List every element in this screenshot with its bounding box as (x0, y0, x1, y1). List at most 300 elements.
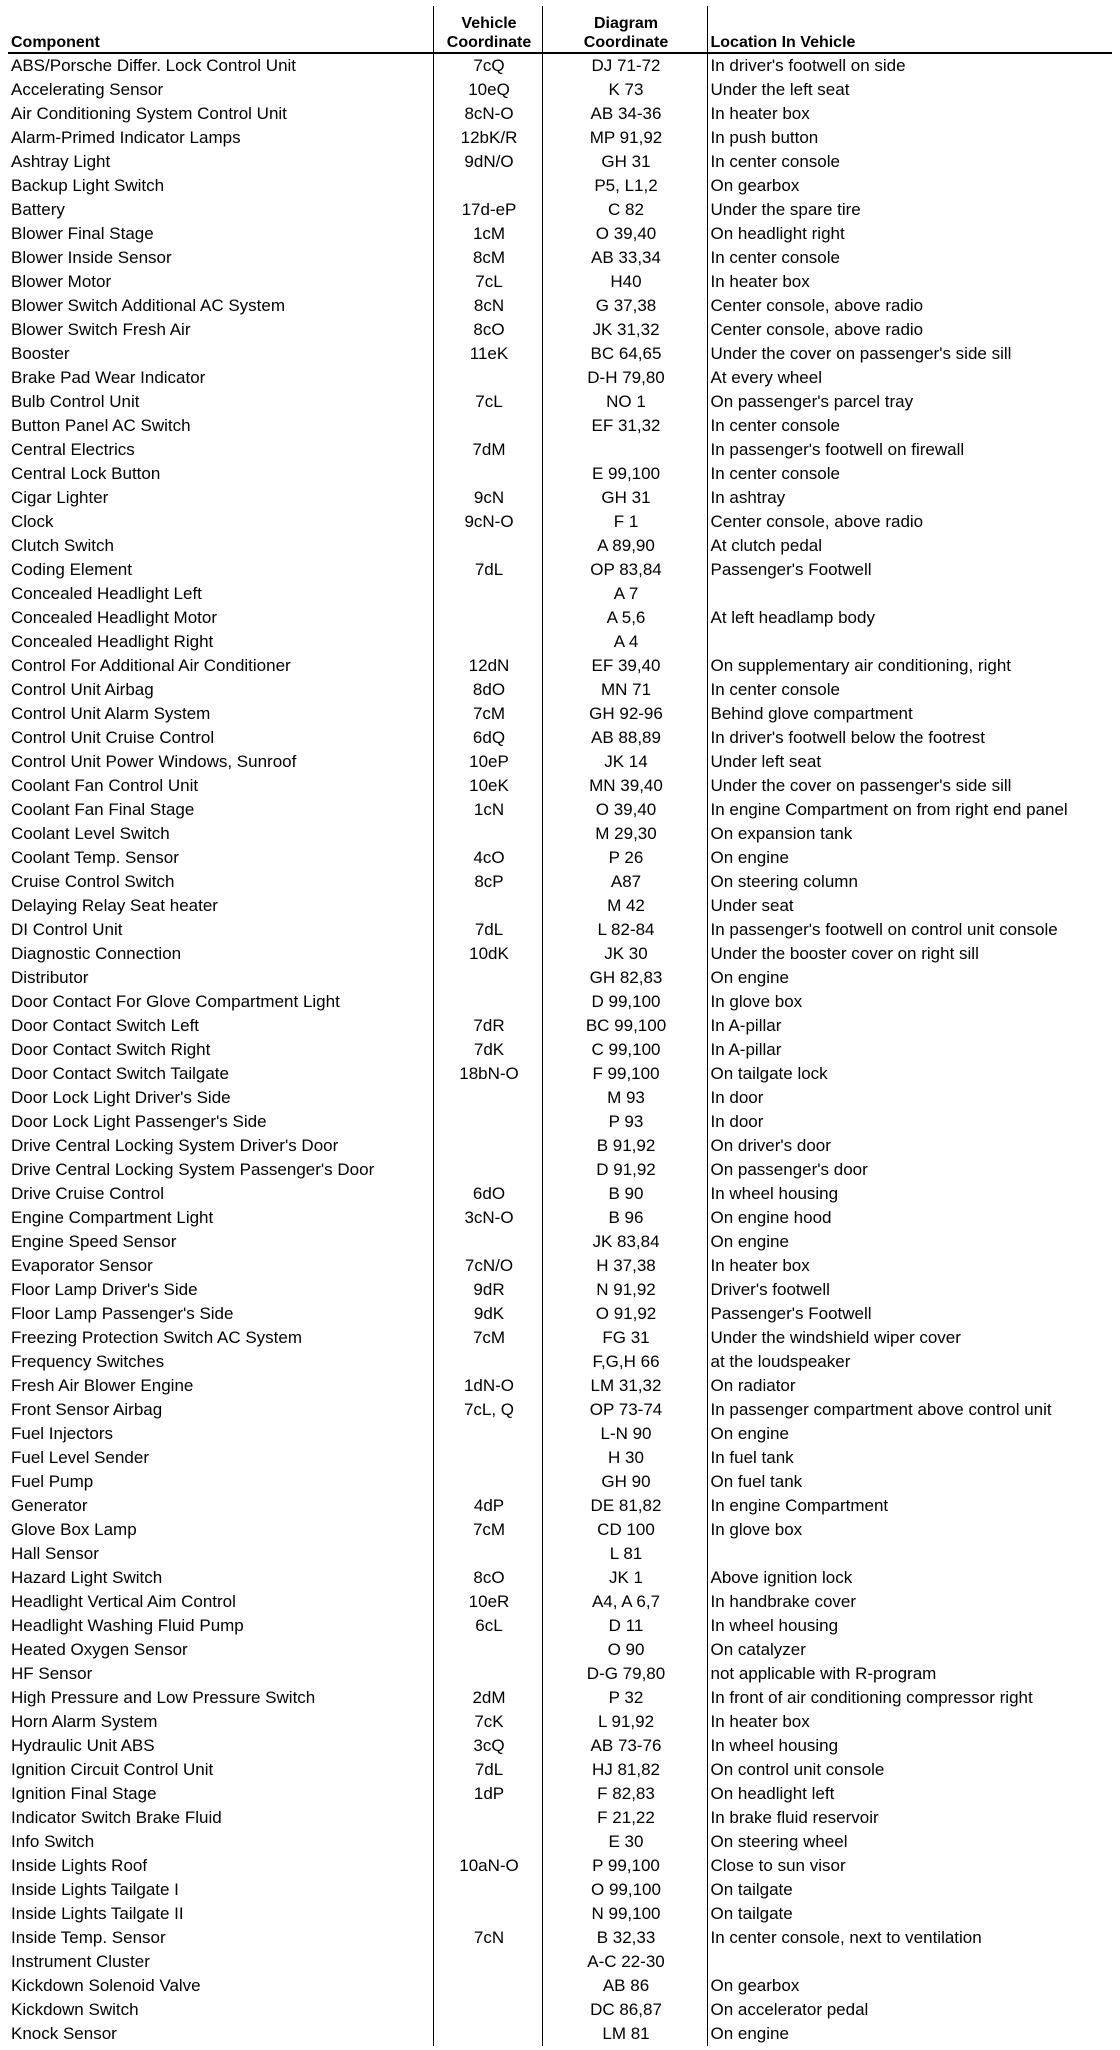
diagram-coordinate-cell: GH 90 (542, 1470, 707, 1494)
component-cell: Control For Additional Air Conditioner (11, 656, 291, 675)
diagram-coordinate-cell: AB 88,89 (542, 726, 707, 750)
location-cell: At every wheel (707, 366, 1112, 390)
vehicle-coordinate-cell (433, 366, 542, 390)
table-row (8, 870, 1112, 894)
table-row (8, 1782, 1112, 1806)
table-row (8, 174, 1112, 198)
location-cell: On engine (707, 966, 1112, 990)
location-cell: In passenger's footwell on control unit console (707, 918, 1112, 942)
table-row (8, 798, 1112, 822)
location-cell: In driver's footwell on side (707, 53, 1112, 78)
component-cell: Coding Element (11, 560, 132, 579)
component-cell: Blower Switch Additional AC System (11, 296, 286, 315)
location-cell: Under the booster cover on right sill (707, 942, 1112, 966)
header-component: Component (8, 6, 433, 53)
location-cell: In passenger compartment above control unit (707, 1398, 1112, 1422)
vehicle-coordinate-cell: 11eK (433, 342, 542, 366)
location-cell: Behind glove compartment (707, 702, 1112, 726)
location-cell: On engine (707, 846, 1112, 870)
table-row (8, 270, 1112, 294)
header-diagram-coordinate-line1: Diagram (593, 15, 659, 32)
location-cell: Center console, above radio (707, 318, 1112, 342)
component-cell: Floor Lamp Driver's Side (11, 1280, 198, 1299)
table-row (8, 1134, 1112, 1158)
diagram-coordinate-cell: B 91,92 (542, 1134, 707, 1158)
component-cell: Drive Central Locking System Passenger's Door (11, 1160, 375, 1179)
component-cell: Distributor (11, 968, 89, 987)
component-cell: High Pressure and Low Pressure Switch (11, 1688, 316, 1707)
table-row (8, 558, 1112, 582)
vehicle-coordinate-cell (433, 1974, 542, 1998)
diagram-coordinate-cell: OP 83,84 (542, 558, 707, 582)
table-row (8, 726, 1112, 750)
component-cell: Door Contact Switch Left (11, 1016, 200, 1035)
component-cell: Control Unit Airbag (11, 680, 154, 699)
table-row (8, 1086, 1112, 1110)
vehicle-coordinate-cell: 17d-eP (433, 198, 542, 222)
location-cell: In brake fluid reservoir (707, 1806, 1112, 1830)
table-row (8, 1206, 1112, 1230)
diagram-coordinate-cell: GH 82,83 (542, 966, 707, 990)
diagram-coordinate-cell: JK 30 (542, 942, 707, 966)
vehicle-coordinate-cell (433, 1638, 542, 1662)
header-diagram-coordinate (542, 6, 707, 53)
component-cell: Heated Oxygen Sensor (11, 1640, 188, 1659)
component-cell: Hydraulic Unit ABS (11, 1736, 155, 1755)
vehicle-coordinate-cell (433, 822, 542, 846)
location-cell: On tailgate (707, 1878, 1112, 1902)
vehicle-coordinate-cell: 9cN (433, 486, 542, 510)
component-cell: Ignition Circuit Control Unit (11, 1760, 214, 1779)
vehicle-coordinate-cell (433, 1110, 542, 1134)
diagram-coordinate-cell: L 82-84 (542, 918, 707, 942)
vehicle-coordinate-cell (433, 462, 542, 486)
component-cell: Hall Sensor (11, 1544, 99, 1563)
table-row (8, 1686, 1112, 1710)
table-row (8, 1158, 1112, 1182)
table-row (8, 942, 1112, 966)
vehicle-coordinate-cell: 8dO (433, 678, 542, 702)
location-cell: In door (707, 1110, 1112, 1134)
vehicle-coordinate-cell (433, 414, 542, 438)
location-cell: In driver's footwell below the footrest (707, 726, 1112, 750)
vehicle-coordinate-cell: 12bK/R (433, 126, 542, 150)
vehicle-coordinate-cell: 8cP (433, 870, 542, 894)
vehicle-coordinate-cell (433, 1086, 542, 1110)
table-row (8, 150, 1112, 174)
diagram-coordinate-cell: B 96 (542, 1206, 707, 1230)
table-row (8, 2022, 1112, 2046)
location-cell: On tailgate (707, 1902, 1112, 1926)
diagram-coordinate-cell: AB 73-76 (542, 1734, 707, 1758)
component-cell: Door Lock Light Driver's Side (11, 1088, 231, 1107)
table-row (8, 438, 1112, 462)
header-vehicle-coordinate-line2: Coordinate (446, 34, 532, 51)
table-row (8, 1566, 1112, 1590)
vehicle-coordinate-cell: 7cN/O (433, 1254, 542, 1278)
diagram-coordinate-cell: B 32,33 (542, 1926, 707, 1950)
diagram-coordinate-cell: F,G,H 66 (542, 1350, 707, 1374)
vehicle-coordinate-cell (433, 1662, 542, 1686)
diagram-coordinate-cell: H 37,38 (542, 1254, 707, 1278)
diagram-coordinate-cell: AB 34-36 (542, 102, 707, 126)
diagram-coordinate-cell: F 82,83 (542, 1782, 707, 1806)
location-cell: Passenger's Footwell (707, 1302, 1112, 1326)
vehicle-coordinate-cell: 1dN-O (433, 1374, 542, 1398)
table-row (8, 1806, 1112, 1830)
location-cell: In center console (707, 414, 1112, 438)
location-cell: On passenger's door (707, 1158, 1112, 1182)
table-row (8, 1614, 1112, 1638)
diagram-coordinate-cell: MP 91,92 (542, 126, 707, 150)
table-row (8, 1494, 1112, 1518)
table-row (8, 1350, 1112, 1374)
diagram-coordinate-cell: A87 (542, 870, 707, 894)
component-cell: Clutch Switch (11, 536, 114, 555)
vehicle-coordinate-cell (433, 1134, 542, 1158)
vehicle-coordinate-cell: 10aN-O (433, 1854, 542, 1878)
component-cell: Engine Compartment Light (11, 1208, 214, 1227)
component-cell: Evaporator Sensor (11, 1256, 153, 1275)
location-cell: On expansion tank (707, 822, 1112, 846)
table-row (8, 294, 1112, 318)
vehicle-coordinate-cell: 7cN (433, 1926, 542, 1950)
diagram-coordinate-cell: L 81 (542, 1542, 707, 1566)
location-cell: Under the cover on passenger's side sill (707, 774, 1112, 798)
table-row (8, 1446, 1112, 1470)
component-cell: Instrument Cluster (11, 1952, 150, 1971)
component-cell: Central Electrics (11, 440, 135, 459)
diagram-coordinate-cell: DJ 71-72 (542, 53, 707, 78)
diagram-coordinate-cell: EF 31,32 (542, 414, 707, 438)
location-cell (707, 582, 1112, 606)
table-row (8, 1182, 1112, 1206)
location-cell: In center console, next to ventilation (707, 1926, 1112, 1950)
table-row (8, 53, 1112, 78)
location-cell: On steering wheel (707, 1830, 1112, 1854)
diagram-coordinate-cell: EF 39,40 (542, 654, 707, 678)
diagram-coordinate-cell: HJ 81,82 (542, 1758, 707, 1782)
table-row (8, 582, 1112, 606)
vehicle-coordinate-cell: 10dK (433, 942, 542, 966)
component-cell: Blower Inside Sensor (11, 248, 172, 267)
table-row (8, 702, 1112, 726)
diagram-coordinate-cell: O 39,40 (542, 222, 707, 246)
location-cell: Under seat (707, 894, 1112, 918)
vehicle-coordinate-cell (433, 1158, 542, 1182)
component-cell: Door Lock Light Passenger's Side (11, 1112, 267, 1131)
location-cell: On gearbox (707, 1974, 1112, 1998)
vehicle-coordinate-cell (433, 2022, 542, 2046)
component-cell: ABS/Porsche Differ. Lock Control Unit (11, 56, 297, 75)
location-cell: In ashtray (707, 486, 1112, 510)
component-cell: Control Unit Cruise Control (11, 728, 215, 747)
table-row (8, 102, 1112, 126)
vehicle-coordinate-cell (433, 534, 542, 558)
component-cell: Control Unit Power Windows, Sunroof (11, 752, 297, 771)
table-row (8, 1254, 1112, 1278)
component-cell: Inside Lights Tailgate II (11, 1904, 184, 1923)
table-row (8, 1038, 1112, 1062)
location-cell: In front of air conditioning compressor right (707, 1686, 1112, 1710)
location-cell: On radiator (707, 1374, 1112, 1398)
location-cell (707, 1542, 1112, 1566)
vehicle-coordinate-cell: 7dR (433, 1014, 542, 1038)
location-cell: In heater box (707, 270, 1112, 294)
vehicle-coordinate-cell: 7cK (433, 1710, 542, 1734)
diagram-coordinate-cell: A-C 22-30 (542, 1950, 707, 1974)
vehicle-coordinate-cell: 4cO (433, 846, 542, 870)
header-row (8, 6, 1112, 53)
component-cell: Door Contact For Glove Compartment Light (11, 992, 340, 1011)
table-row (8, 486, 1112, 510)
vehicle-coordinate-cell: 3cQ (433, 1734, 542, 1758)
diagram-coordinate-cell: M 29,30 (542, 822, 707, 846)
component-cell: Diagnostic Connection (11, 944, 182, 963)
diagram-coordinate-cell: O 91,92 (542, 1302, 707, 1326)
table-row (8, 1974, 1112, 1998)
diagram-coordinate-cell: JK 31,32 (542, 318, 707, 342)
table-row (8, 894, 1112, 918)
vehicle-coordinate-cell: 1dP (433, 1782, 542, 1806)
table-row (8, 198, 1112, 222)
diagram-coordinate-cell: OP 73-74 (542, 1398, 707, 1422)
component-cell: Cruise Control Switch (11, 872, 175, 891)
location-cell: Under the left seat (707, 78, 1112, 102)
table-row (8, 1542, 1112, 1566)
table-row (8, 1638, 1112, 1662)
component-cell: Coolant Level Switch (11, 824, 170, 843)
vehicle-coordinate-cell: 18bN-O (433, 1062, 542, 1086)
location-cell: At left headlamp body (707, 606, 1112, 630)
table-row (8, 630, 1112, 654)
diagram-coordinate-cell: N 91,92 (542, 1278, 707, 1302)
table-row (8, 126, 1112, 150)
location-cell: Center console, above radio (707, 510, 1112, 534)
location-cell: In fuel tank (707, 1446, 1112, 1470)
diagram-coordinate-cell: MN 39,40 (542, 774, 707, 798)
location-cell: at the loudspeaker (707, 1350, 1112, 1374)
vehicle-coordinate-cell: 8cN-O (433, 102, 542, 126)
location-cell: Under the cover on passenger's side sill (707, 342, 1112, 366)
diagram-coordinate-cell: G 37,38 (542, 294, 707, 318)
table-row (8, 1758, 1112, 1782)
diagram-coordinate-cell: E 30 (542, 1830, 707, 1854)
component-cell: Horn Alarm System (11, 1712, 158, 1731)
component-cell: Booster (11, 344, 70, 363)
diagram-coordinate-cell: D 91,92 (542, 1158, 707, 1182)
location-cell: In A-pillar (707, 1014, 1112, 1038)
table-row (8, 750, 1112, 774)
diagram-coordinate-cell: JK 14 (542, 750, 707, 774)
component-cell: Clock (11, 512, 54, 531)
location-cell: In wheel housing (707, 1614, 1112, 1638)
component-cell: Delaying Relay Seat heater (11, 896, 218, 915)
location-cell: Driver's footwell (707, 1278, 1112, 1302)
table-row (8, 78, 1112, 102)
table-row (8, 1854, 1112, 1878)
location-cell: On control unit console (707, 1758, 1112, 1782)
location-cell: In center console (707, 246, 1112, 270)
component-cell: Fuel Level Sender (11, 1448, 149, 1467)
diagram-coordinate-cell: D-G 79,80 (542, 1662, 707, 1686)
table-row (8, 222, 1112, 246)
table-row (8, 1374, 1112, 1398)
diagram-coordinate-cell: O 39,40 (542, 798, 707, 822)
table-row (8, 846, 1112, 870)
location-cell: On tailgate lock (707, 1062, 1112, 1086)
component-cell: Fuel Pump (11, 1472, 94, 1491)
location-cell: In glove box (707, 1518, 1112, 1542)
vehicle-coordinate-cell: 1cM (433, 222, 542, 246)
location-cell: In glove box (707, 990, 1112, 1014)
diagram-coordinate-cell: L-N 90 (542, 1422, 707, 1446)
diagram-coordinate-cell: P 93 (542, 1110, 707, 1134)
diagram-coordinate-cell: O 99,100 (542, 1878, 707, 1902)
location-cell: Under the spare tire (707, 198, 1112, 222)
table-row (8, 822, 1112, 846)
vehicle-coordinate-cell (433, 1230, 542, 1254)
table-row (8, 678, 1112, 702)
vehicle-coordinate-cell (433, 1830, 542, 1854)
diagram-coordinate-cell: F 21,22 (542, 1806, 707, 1830)
component-cell: Blower Switch Fresh Air (11, 320, 191, 339)
component-cell: Control Unit Alarm System (11, 704, 211, 723)
component-cell: Floor Lamp Passenger's Side (11, 1304, 234, 1323)
vehicle-coordinate-cell: 6cL (433, 1614, 542, 1638)
table-row (8, 1326, 1112, 1350)
location-cell: On steering column (707, 870, 1112, 894)
table-row (8, 1302, 1112, 1326)
vehicle-coordinate-cell: 7cM (433, 1518, 542, 1542)
diagram-coordinate-cell: D 99,100 (542, 990, 707, 1014)
component-cell: Alarm-Primed Indicator Lamps (11, 128, 241, 147)
diagram-coordinate-cell: AB 33,34 (542, 246, 707, 270)
header-diagram-coordinate-line2: Coordinate (583, 34, 669, 51)
table-row (8, 990, 1112, 1014)
table-row (8, 1902, 1112, 1926)
table-row (8, 966, 1112, 990)
diagram-coordinate-cell: P 32 (542, 1686, 707, 1710)
table-row (8, 1734, 1112, 1758)
location-cell: On catalyzer (707, 1638, 1112, 1662)
diagram-coordinate-cell: CD 100 (542, 1518, 707, 1542)
component-cell: DI Control Unit (11, 920, 123, 939)
table-row (8, 606, 1112, 630)
component-cell: Inside Lights Tailgate I (11, 1880, 179, 1899)
location-cell: On passenger's parcel tray (707, 390, 1112, 414)
vehicle-coordinate-cell: 7cL, Q (433, 1398, 542, 1422)
table-row (8, 1662, 1112, 1686)
diagram-coordinate-cell: NO 1 (542, 390, 707, 414)
location-cell: In wheel housing (707, 1182, 1112, 1206)
vehicle-coordinate-cell (433, 1542, 542, 1566)
vehicle-coordinate-cell (433, 990, 542, 1014)
diagram-coordinate-cell: DE 81,82 (542, 1494, 707, 1518)
vehicle-coordinate-cell: 8cO (433, 318, 542, 342)
location-cell: On supplementary air conditioning, right (707, 654, 1112, 678)
component-cell: Kickdown Switch (11, 2000, 139, 2019)
vehicle-coordinate-cell: 9dK (433, 1302, 542, 1326)
location-cell: Under the windshield wiper cover (707, 1326, 1112, 1350)
location-cell: In center console (707, 678, 1112, 702)
location-cell: In heater box (707, 1710, 1112, 1734)
vehicle-coordinate-cell: 7cM (433, 1326, 542, 1350)
location-cell: On headlight left (707, 1782, 1112, 1806)
location-cell: On engine (707, 1230, 1112, 1254)
location-cell: On driver's door (707, 1134, 1112, 1158)
component-cell: Door Contact Switch Tailgate (11, 1064, 229, 1083)
component-cell: Concealed Headlight Motor (11, 608, 218, 627)
diagram-coordinate-cell: D 11 (542, 1614, 707, 1638)
diagram-coordinate-cell: D-H 79,80 (542, 366, 707, 390)
table-row (8, 918, 1112, 942)
component-cell: Frequency Switches (11, 1352, 165, 1371)
diagram-coordinate-cell: P5, L1,2 (542, 174, 707, 198)
vehicle-coordinate-cell: 2dM (433, 1686, 542, 1710)
vehicle-coordinate-cell (433, 1998, 542, 2022)
table-row (8, 246, 1112, 270)
diagram-coordinate-cell: GH 31 (542, 150, 707, 174)
location-cell: In A-pillar (707, 1038, 1112, 1062)
location-cell: Center console, above radio (707, 294, 1112, 318)
component-cell: Air Conditioning System Control Unit (11, 104, 287, 123)
location-cell: Above ignition lock (707, 1566, 1112, 1590)
vehicle-coordinate-cell: 7cQ (433, 53, 542, 78)
vehicle-coordinate-cell: 7dK (433, 1038, 542, 1062)
diagram-coordinate-cell (542, 438, 707, 462)
diagram-coordinate-cell: GH 92-96 (542, 702, 707, 726)
component-cell: Coolant Temp. Sensor (11, 848, 179, 867)
vehicle-coordinate-cell (433, 582, 542, 606)
vehicle-coordinate-cell (433, 606, 542, 630)
component-cell: Bulb Control Unit (11, 392, 140, 411)
component-cell: Button Panel AC Switch (11, 416, 191, 435)
location-cell: Passenger's Footwell (707, 558, 1112, 582)
component-cell: Battery (11, 200, 65, 219)
component-cell: Coolant Fan Control Unit (11, 776, 199, 795)
diagram-coordinate-cell: A 5,6 (542, 606, 707, 630)
component-cell: Fuel Injectors (11, 1424, 114, 1443)
table-row (8, 510, 1112, 534)
vehicle-coordinate-cell: 7dL (433, 918, 542, 942)
diagram-coordinate-cell: C 82 (542, 198, 707, 222)
diagram-coordinate-cell: N 99,100 (542, 1902, 707, 1926)
diagram-coordinate-cell: A 4 (542, 630, 707, 654)
header-vehicle-coordinate (433, 6, 542, 53)
location-cell: On engine hood (707, 1206, 1112, 1230)
vehicle-coordinate-cell: 4dP (433, 1494, 542, 1518)
location-cell: On engine (707, 2022, 1112, 2046)
diagram-coordinate-cell: O 90 (542, 1638, 707, 1662)
location-cell: In passenger's footwell on firewall (707, 438, 1112, 462)
vehicle-coordinate-cell (433, 1950, 542, 1974)
diagram-coordinate-cell: M 42 (542, 894, 707, 918)
component-cell: Inside Lights Roof (11, 1856, 148, 1875)
location-cell: In engine Compartment on from right end panel (707, 798, 1112, 822)
vehicle-coordinate-cell (433, 1350, 542, 1374)
component-cell: Kickdown Solenoid Valve (11, 1976, 201, 1995)
table-row (8, 1518, 1112, 1542)
location-cell: Close to sun visor (707, 1854, 1112, 1878)
table-row (8, 462, 1112, 486)
component-cell: Door Contact Switch Right (11, 1040, 211, 1059)
location-cell: In center console (707, 150, 1112, 174)
location-cell: In wheel housing (707, 1734, 1112, 1758)
table-row (8, 390, 1112, 414)
table-row (8, 1278, 1112, 1302)
location-cell: On accelerator pedal (707, 1998, 1112, 2022)
